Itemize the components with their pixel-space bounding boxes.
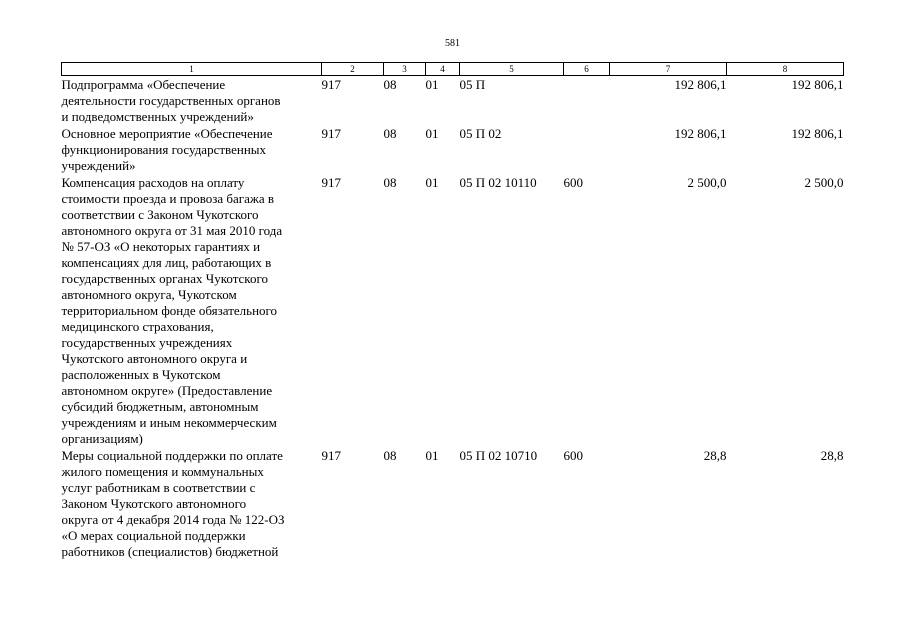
cell-name-line: соответствии с Законом Чукотского <box>61 207 259 222</box>
cell-expense-type: 600 <box>563 448 583 463</box>
table-row <box>62 447 844 560</box>
cell-name-line: работников (специалистов) бюджетной <box>61 544 279 559</box>
header-col-2: 2 <box>322 63 384 76</box>
cell-target-article: 05 П <box>459 77 486 92</box>
cell-name <box>62 174 322 447</box>
cell-name-line: функционирования государственных <box>61 142 267 157</box>
cell-name-line: № 57-ОЗ «О некоторых гарантиях и <box>61 239 261 254</box>
cell-subsection: 01 <box>425 175 439 190</box>
cell-expense-type <box>564 125 610 174</box>
table-body <box>62 76 844 561</box>
cell-amount-2: 192 806,1 <box>791 77 844 92</box>
cell-name-line: Подпрограмма «Обеспечение <box>61 77 226 92</box>
cell-name-line: округа от 4 декабря 2014 года № 122-ОЗ <box>61 512 285 527</box>
cell-grbs: 917 <box>321 77 341 92</box>
header-row <box>62 63 844 76</box>
header-col-7: 7 <box>610 63 727 76</box>
cell-amount-2: 192 806,1 <box>791 126 844 141</box>
cell-section: 08 <box>383 175 397 190</box>
cell-name-line: территориальном фонде обязательного <box>61 303 278 318</box>
cell-name-line: компенсациях для лиц, работающих в <box>61 255 272 270</box>
cell-name <box>62 76 322 126</box>
cell-name-line: автономного округа, Чукотском <box>61 287 237 302</box>
cell-amount-1: 2 500,0 <box>687 175 727 190</box>
table-row <box>62 125 844 174</box>
cell-target-article: 05 П 02 10110 <box>459 175 537 190</box>
cell-name-line: Меры социальной поддержки по оплате <box>61 448 283 463</box>
cell-name-line: Чукотского автономного округа и <box>61 351 248 366</box>
cell-name-line: государственных учреждениях <box>61 335 233 350</box>
page-number: 581 <box>445 38 460 49</box>
cell-name-line: медицинского страхования, <box>61 319 214 334</box>
cell-amount-2: 2 500,0 <box>804 175 844 190</box>
cell-name <box>62 447 322 560</box>
cell-amount-1: 192 806,1 <box>674 126 727 141</box>
cell-name-line: стоимости проезда и провоза багажа в <box>61 191 275 206</box>
header-col-6: 6 <box>564 63 610 76</box>
cell-name-line: учреждений» <box>61 158 136 173</box>
header-col-1: 1 <box>62 63 322 76</box>
cell-name-line: услуг работникам в соответствии с <box>61 480 256 495</box>
cell-subsection: 01 <box>425 448 439 463</box>
cell-name-line: расположенных в Чукотском <box>61 367 221 382</box>
cell-section: 08 <box>383 126 397 141</box>
table-row <box>62 174 844 447</box>
header-col-5: 5 <box>460 63 564 76</box>
cell-name-line: жилого помещения и коммунальных <box>61 464 264 479</box>
cell-name-line: организациям) <box>61 431 143 446</box>
cell-name-line: учреждениям и иным некоммерческим <box>61 415 277 430</box>
cell-expense-type <box>564 76 610 126</box>
header-col-4: 4 <box>426 63 460 76</box>
cell-subsection: 01 <box>425 126 439 141</box>
cell-name-line: «О мерах социальной поддержки <box>61 528 246 543</box>
cell-expense-type: 600 <box>563 175 583 190</box>
header-col-8: 8 <box>727 63 844 76</box>
cell-name-line: автономного округа от 31 мая 2010 года <box>61 223 283 238</box>
cell-grbs: 917 <box>321 126 341 141</box>
cell-target-article: 05 П 02 <box>459 126 502 141</box>
cell-amount-1: 192 806,1 <box>674 77 727 92</box>
cell-name-line: Компенсация расходов на оплату <box>61 175 245 190</box>
cell-section: 08 <box>383 448 397 463</box>
cell-name <box>62 125 322 174</box>
cell-grbs: 917 <box>321 175 341 190</box>
cell-name-line: деятельности государственных органов <box>61 93 281 108</box>
cell-name-line: Основное мероприятие «Обеспечение <box>61 126 273 141</box>
cell-grbs: 917 <box>321 448 341 463</box>
cell-amount-1: 28,8 <box>703 448 727 463</box>
header-col-3: 3 <box>384 63 426 76</box>
budget-table <box>61 62 844 560</box>
cell-name-line: автономном округе» (Предоставление <box>61 383 273 398</box>
cell-name-line: Законом Чукотского автономного <box>61 496 247 511</box>
cell-name-line: субсидий бюджетным, автономным <box>61 399 259 414</box>
cell-target-article: 05 П 02 10710 <box>459 448 538 463</box>
cell-amount-2: 28,8 <box>820 448 844 463</box>
cell-name-line: и подведомственных учреждений» <box>61 109 254 124</box>
table-row <box>62 76 844 126</box>
cell-name-line: государственных органах Чукотского <box>61 271 268 286</box>
cell-section: 08 <box>383 77 397 92</box>
cell-subsection: 01 <box>425 77 439 92</box>
